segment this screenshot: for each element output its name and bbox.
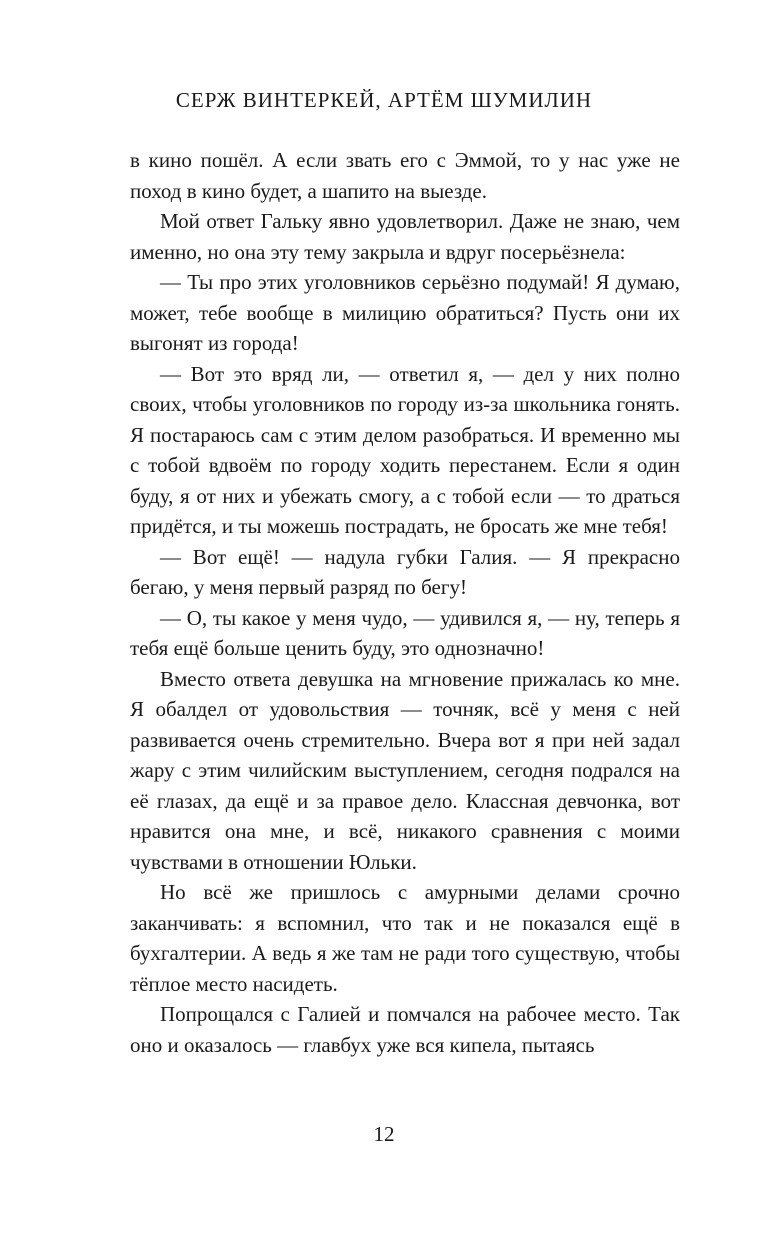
- paragraph: — О, ты какое у меня чудо, — удивился я, — ну, теперь я тебя ещё больше ценить буду, это однозначно!: [130, 605, 680, 660]
- paragraph: Но всё же пришлось с амурными делами срочно заканчивать: я вспомнил, что так и не показался ещё в бухгалтерии. А ведь я же там не ради того существую, чтобы тёплое место насидеть.: [130, 880, 680, 996]
- page-number: 12: [373, 1122, 395, 1146]
- paragraph: — Ты про этих уголовников серьёзно подумай! Я думаю, может, тебе вообще в милицию обратиться? Пусть они их выгонят из города!: [130, 270, 680, 355]
- running-header: СЕРЖ ВИНТЕРКЕЙ, АРТЁМ ШУМИЛИН: [175, 88, 593, 112]
- paragraph: — Вот ещё! — надула губки Галия. — Я прекрасно бегаю, у меня первый разряд по бегу!: [130, 544, 680, 599]
- paragraph: Мой ответ Гальку явно удовлетворил. Даже не знаю, чем именно, но она эту тему закрыла и вдруг посерьёзнела:: [130, 209, 680, 264]
- paragraph: Вместо ответа девушка на мгновение прижалась ко мне. Я обалдел от удовольствия — точняк, всё у меня с ней развивается очень стремительно. Вчера вот я при ней задал жару с этим чилийским выступлением, сегодня подрался на её глазах, да ещё и за правое дело. Классная девчонка, вот нравится она мне, и всё, никакого сравнения с моими чувствами в отношении Юльки.: [130, 666, 680, 874]
- paragraph: — Вот это вряд ли, — ответил я, — дел у них полно своих, чтобы уголовников по городу из-за школьника гонять. Я постараюсь сам с этим делом разобраться. И временно мы с тобой вдвоём по городу ходить перестанем. Если я один буду, я от них и убежать смогу, а с тобой если — то драться придётся, и ты можешь пострадать, не бросать же мне тебя!: [130, 361, 680, 538]
- paragraph: Попрощался с Галией и помчался на рабочее место. Так оно и оказалось — главбух уже вся кипела, пытаясь: [130, 1002, 680, 1057]
- paragraph: в кино пошёл. А если звать его с Эммой, то у нас уже не поход в кино будет, а шапито на выезде.: [130, 148, 680, 203]
- body-text: [130, 145, 680, 1060]
